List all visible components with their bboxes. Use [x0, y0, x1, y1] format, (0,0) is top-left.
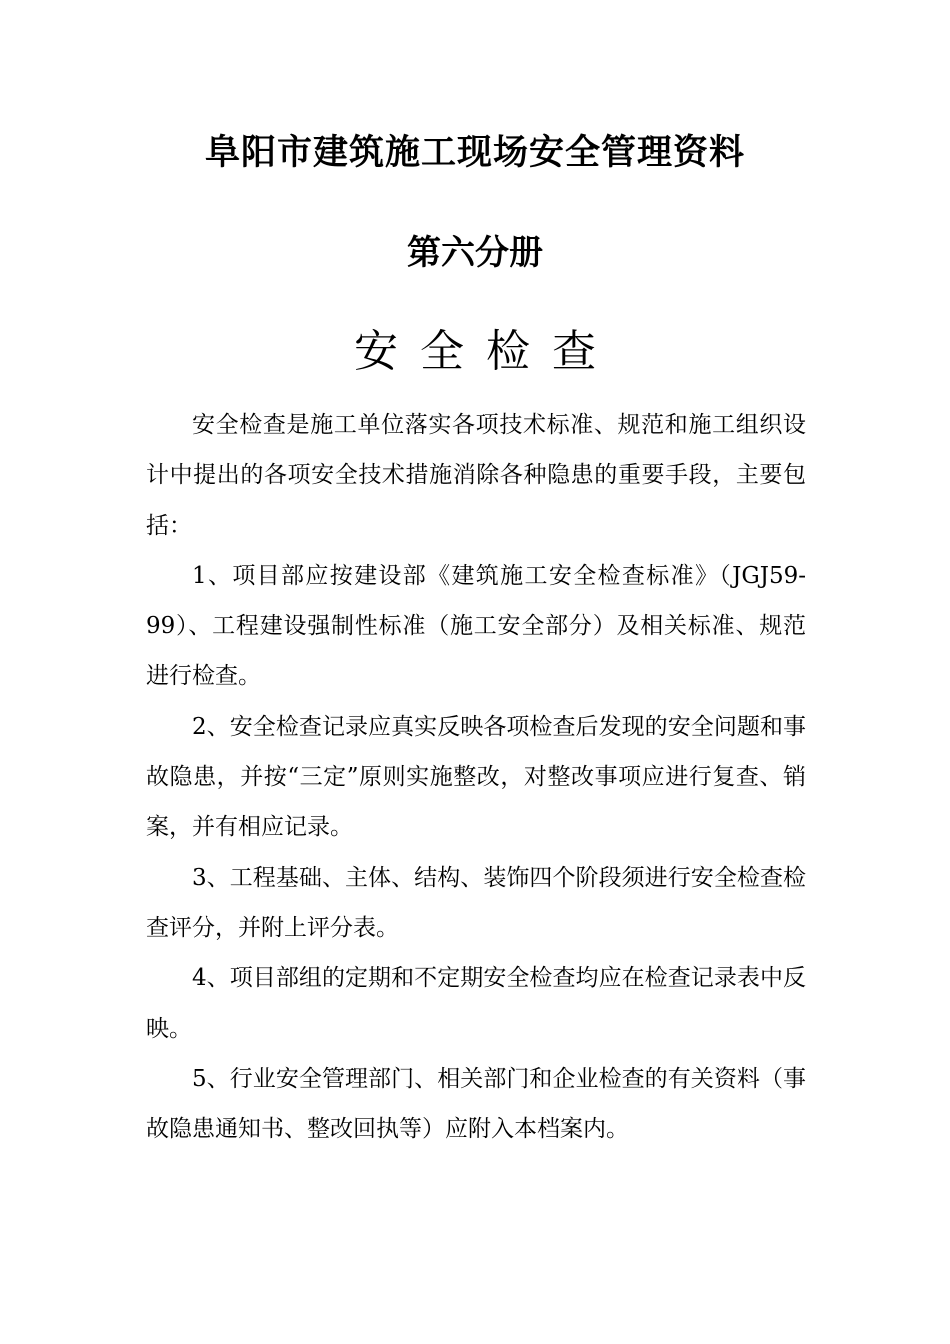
- volume-title: 第六分册: [407, 233, 543, 273]
- section-heading: 安全检查: [354, 326, 618, 377]
- item-4-paragraph: 4、项目部组的定期和不定期安全检查均应在检查记录表中反映。: [146, 965, 806, 1042]
- intro-paragraph: 安全检查是施工单位落实各项技术标准、规范和施工组织设计中提出的各项安全技术措施消除各种隐患的重要手段，主要包括：: [146, 412, 806, 539]
- item-1-paragraph: 1、项目部应按建设部《建筑施工安全检查标准》（JGJ59-99）、工程建设强制性标准（施工安全部分）及相关标准、规范进行检查。: [146, 562, 806, 690]
- body-text: [146, 400, 806, 1154]
- item-3-paragraph: 3、工程基础、主体、结构、装饰四个阶段须进行安全检查检查评分，并附上评分表。: [146, 864, 806, 941]
- item-2-paragraph: 2、安全检查记录应真实反映各项检查后发现的安全问题和事故隐患，并按“三定”原则实施整改，对整改事项应进行复查、销案，并有相应记录。: [146, 713, 806, 841]
- document-title: 阜阳市建筑施工现场安全管理资料: [204, 133, 745, 173]
- item-5-paragraph: 5、行业安全管理部门、相关部门和企业检查的有关资料（事故隐患通知书、整改回执等）应附入本档案内。: [146, 1065, 806, 1143]
